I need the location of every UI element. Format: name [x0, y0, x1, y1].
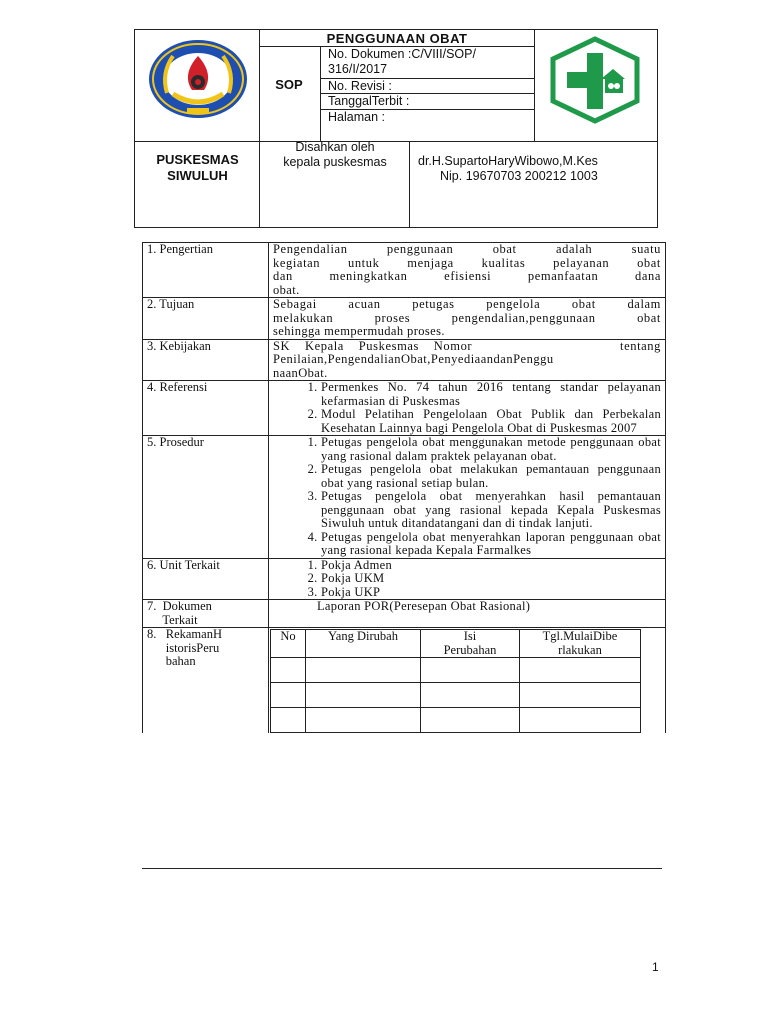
procedure-list: [273, 436, 661, 558]
section-content: Laporan POR(Peresepan Obat Rasional): [269, 600, 666, 628]
list-item: 1. Petugas pengelola obat menggunakan metode penggunaan obat yang rasional dalam praktek pelayanan obat.: [321, 436, 661, 463]
issue-date: TanggalTerbit :: [328, 94, 410, 108]
list-item: 2. Pokja UKM: [321, 572, 661, 586]
section-label: 1. Pengertian: [143, 243, 269, 298]
section-label: 3. Kebijakan: [143, 339, 269, 381]
list-item: 2. Modul Pelatihan Pengelolaan Obat Publik dan Perbekalan Kesehatan Lainnya bagi Pengelola Obat di Puskesmas 2007: [321, 408, 661, 435]
puskesmas-district-logo: [147, 38, 249, 120]
section-referensi: [143, 381, 666, 436]
signer-block: [410, 154, 659, 184]
page-number: 1: [652, 960, 659, 974]
section-tujuan: [143, 298, 666, 340]
list-item: 1. Permenkes No. 74 tahun 2016 tentang standar pelayanan kefarmasian di Puskesmas: [321, 381, 661, 408]
section-label: 5. Prosedur: [143, 436, 269, 559]
list-item: 4. Petugas pengelola obat menyerahkan laporan penggunaan obat yang rasional kepada Kepala Farmalkes: [321, 531, 661, 558]
list-item: 3. Petugas pengelola obat menyerahkan hasil pemantauan penggunaan obat yang rasional kepada Kepala Puskesmas Siwuluh untuk ditandatangani dan di tindak lanjuti.: [321, 490, 661, 531]
section-label: 8. RekamanH istorisPeru bahan: [143, 628, 269, 734]
section-kebijakan: [143, 339, 666, 381]
footer-rule: [142, 868, 662, 869]
doc-number-line2: 316/I/2017: [328, 62, 388, 76]
change-history-table: [270, 629, 641, 733]
reference-list: [273, 381, 661, 435]
table-row: [271, 708, 641, 733]
col-header-changed: Yang Dirubah: [306, 630, 421, 658]
document-title: PENGGUNAAN OBAT: [326, 31, 468, 46]
section-content: SK Kepala Puskesmas Nomor tentang Penilaian,PengendalianObat,PenyediaandanPenggu naanObat.: [269, 339, 666, 381]
section-prosedur: [143, 436, 666, 559]
signer-name: dr.H.SupartoHaryWibowo,M.Kes: [418, 154, 598, 168]
table-row: [271, 658, 641, 683]
section-label: 4. Referensi: [143, 381, 269, 436]
section-content: [269, 558, 666, 600]
list-item: 3. Pokja UKP: [321, 586, 661, 600]
section-content: [269, 436, 666, 559]
organization-name: PUSKESMAS SIWULUH: [156, 152, 239, 183]
approval-note: Disahkan oleh kepala puskesmas: [283, 140, 387, 169]
signer-nip: Nip. 19670703 200212 1003: [440, 169, 598, 183]
section-dokumen-terkait: [143, 600, 666, 628]
revision-number: No. Revisi :: [328, 79, 392, 93]
section-label: 2. Tujuan: [143, 298, 269, 340]
list-item: 1. Pokja Admen: [321, 559, 661, 573]
doc-number-line1: No. Dokumen :C/VIII/SOP/: [328, 47, 476, 61]
history-header-row: [271, 630, 641, 658]
col-header-date: Tgl.MulaiDibe rlakukan: [520, 630, 641, 658]
col-header-content: Isi Perubahan: [421, 630, 520, 658]
section-content: [269, 628, 666, 734]
section-content: [269, 381, 666, 436]
page-count: Halaman :: [328, 110, 385, 124]
col-header-no: No: [271, 630, 306, 658]
section-rekaman-historis: [143, 628, 666, 734]
table-row: [271, 683, 641, 708]
sop-content-table: [142, 242, 666, 733]
unit-list: [273, 559, 661, 600]
puskesmas-cross-logo: [545, 35, 645, 125]
sop-header-table: [134, 29, 658, 228]
section-label: 7. Dokumen Terkait: [143, 600, 269, 628]
section-content: Sebagai acuan petugas pengelola obat dalam melakukan proses pengendalian,penggunaan obat sehingga mempermudah proses.: [269, 298, 666, 340]
section-pengertian: [143, 243, 666, 298]
section-unit-terkait: [143, 558, 666, 600]
sop-label: SOP: [275, 77, 303, 92]
section-content: Pengendalian penggunaan obat adalah suatu kegiatan untuk menjaga kualitas pelayanan obat dan meningkatkan efisiensi pemanfaatan dana obat.: [269, 243, 666, 298]
section-label: 6. Unit Terkait: [143, 558, 269, 600]
list-item: 2. Petugas pengelola obat melakukan pemantauan penggunaan obat yang rasional setiap bulan.: [321, 463, 661, 490]
